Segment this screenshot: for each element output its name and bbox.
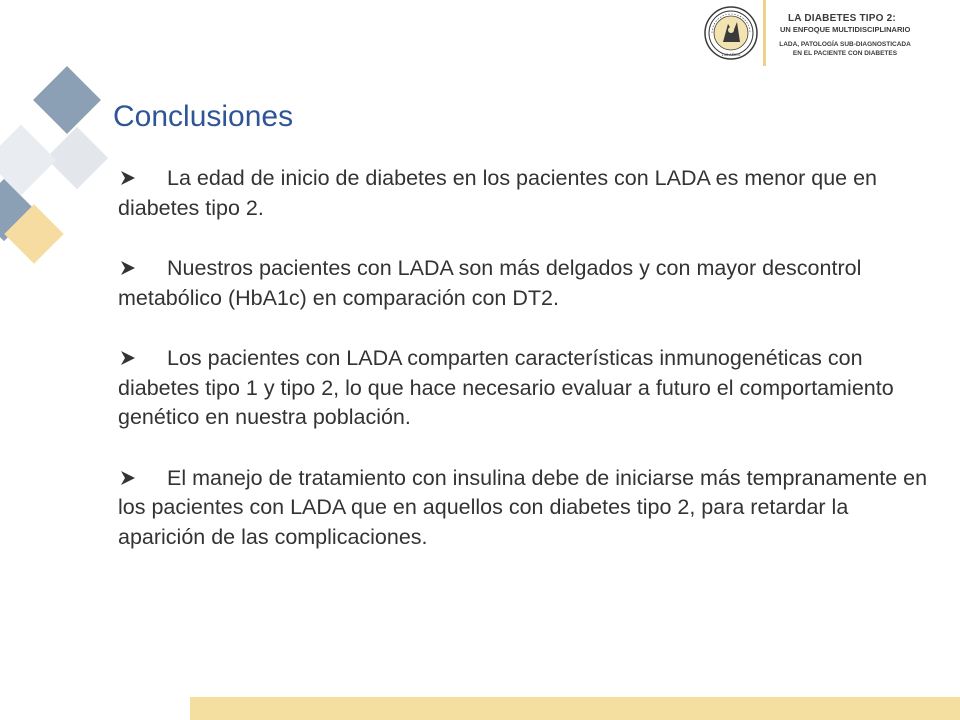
header-divider bbox=[763, 0, 766, 66]
header-subtitle: UN ENFOQUE MULTIDISCIPLINARIO bbox=[780, 25, 911, 34]
institution-seal-logo bbox=[704, 6, 758, 60]
header-topic-line1: LADA, PATOLOGÍA SUB-DIAGNOSTICADA bbox=[779, 41, 911, 48]
list-item-text: La edad de inicio de diabetes en los pacientes con LADA es menor que en diabetes tipo 2. bbox=[118, 166, 877, 220]
decorative-diamond-dark-top bbox=[33, 66, 101, 134]
list-item-text: El manejo de tratamiento con insulina debe de iniciarse más tempranamente en los pacientes con LADA que en aquellos con diabetes tipo 2, para retardar la aparición de las complicaciones. bbox=[118, 465, 928, 549]
slide-title: Conclusiones bbox=[113, 100, 294, 133]
list-item-text: Los pacientes con LADA comparten características inmunogenéticas con diabetes tipo 1 y tipo 2, lo que hace necesario evaluar a futuro el comportamiento genético en nuestra población. bbox=[118, 346, 894, 429]
list-item bbox=[118, 344, 938, 433]
list-item-text: Nuestros pacientes con LADA son más delgados y con mayor descontrol metabólico (HbA1c) en comparación con DT2. bbox=[118, 256, 862, 310]
list-item bbox=[118, 254, 938, 313]
seal-years-text: 150 AÑOS bbox=[721, 52, 741, 57]
header-topic bbox=[770, 40, 920, 58]
header-topic-line2: EN EL PACIENTE CON DIABETES bbox=[792, 50, 898, 57]
footer-bar bbox=[190, 697, 960, 720]
list-item bbox=[118, 164, 938, 223]
header-title: LA DIABETES TIPO 2: bbox=[788, 13, 896, 24]
list-item bbox=[118, 464, 938, 553]
conclusions-list bbox=[118, 164, 938, 583]
